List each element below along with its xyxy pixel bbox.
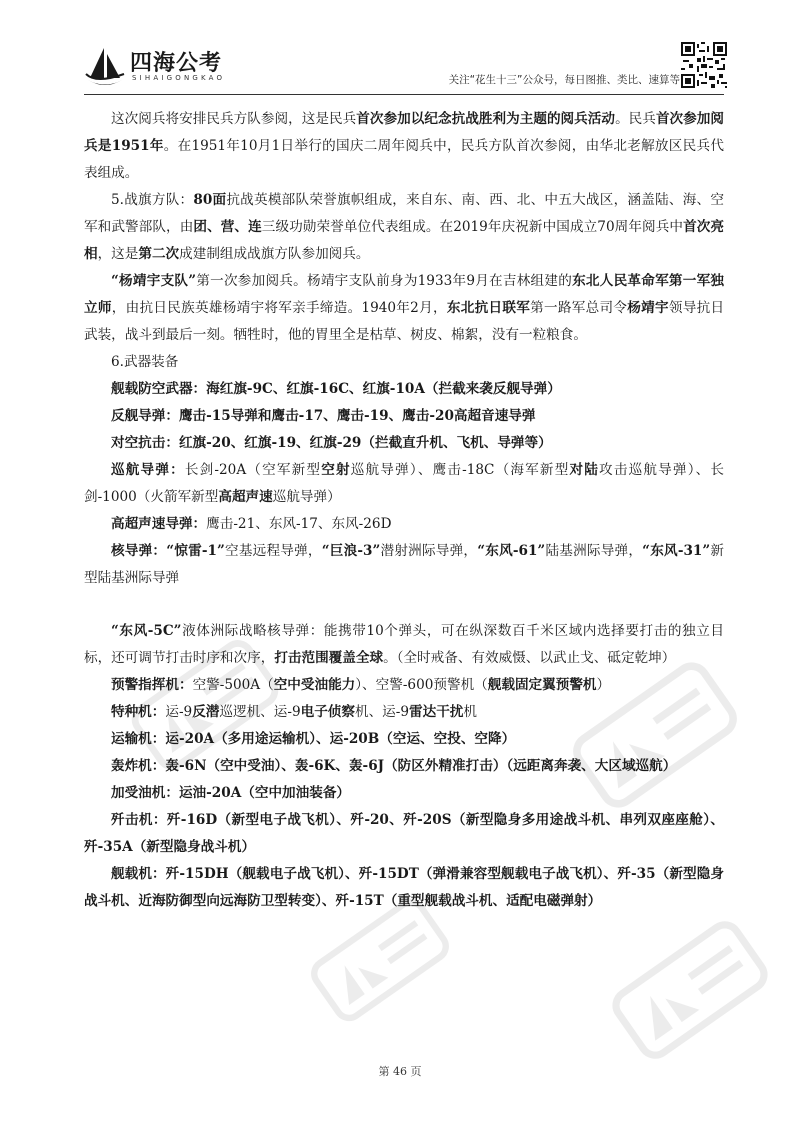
item-fighters: 歼击机：歼-16D（新型电子战飞机）、歼-20、歼-20S（新型隐身多用途战斗机、串列双座座舱）、歼-35A（新型隐身战斗机） — [84, 812, 724, 855]
text-run-bold: 东北人民革命军第一军独立师 — [84, 273, 725, 316]
text-run-bold: 东北抗日联军 — [446, 300, 531, 316]
item-shipborne-air-defense: 舰载防空武器：海红旗-9C、红旗-16C、红旗-10A（拦截来袭反舰导弹） — [111, 381, 561, 397]
text-run: 鹰击-21、东风-17、东风-26D — [206, 516, 392, 532]
text-run: 空基远程导弹， — [224, 543, 322, 559]
paragraph-militia — [84, 106, 724, 187]
text-run-bold: 首次参加以纪念抗战胜利为主题的阅兵活动 — [356, 111, 616, 127]
text-run-bold: “惊雷-1” — [166, 543, 225, 559]
item-special-aircraft — [84, 699, 724, 726]
item-df-5c — [84, 618, 724, 672]
item-transport-aircraft: 运输机：运-20A（多用途运输机）、运-20B（空运、空投、空降） — [111, 731, 516, 747]
text-run-bold: “杨靖宇支队” — [111, 273, 197, 289]
document-body — [84, 106, 724, 915]
text-run-bold: 杨靖宇 — [627, 300, 669, 316]
text-run-bold: 预警指挥机： — [111, 677, 193, 693]
text-run-bold: 高超声速 — [218, 489, 273, 505]
text-run-bold: 雷达干扰 — [409, 704, 464, 720]
text-run-bold: 第二次 — [138, 246, 180, 262]
text-run: ） — [596, 677, 611, 693]
text-run: 成建制组成战旗方队参加阅兵。 — [179, 246, 370, 262]
text-run: 5.战旗方队： — [111, 192, 194, 208]
brand-name-en: SIHAIGONGKAO — [132, 74, 226, 82]
item-carrier-aircraft: 舰载机：歼-15DH（舰载电子战飞机）、歼-15DT（弹滑兼容型舰载电子战飞机）、歼-35（新型隐身战斗机、近海防御型向远海防卫型转变）、歼-15T（重型舰载战斗机、适配电磁弹射） — [84, 866, 724, 909]
item-nuclear-missiles — [84, 538, 724, 592]
text-run: 。（全时戒备、有效威慑、以武止戈、砥定乾坤） — [383, 650, 676, 666]
brand-name-cn: 四海公考 — [130, 51, 223, 76]
item-cruise-missiles — [84, 457, 724, 511]
watermark-logo-icon — [600, 900, 780, 1080]
page-header — [0, 0, 800, 100]
text-run-bold: “东风-5C” — [111, 623, 182, 639]
text-run: 液体洲际战略核导弹：能携带10个弹头，可在纵深数百千米区域内选择要打击的独立目标，还可调节打击时序和次序， — [84, 623, 725, 666]
text-run: ，这是 — [97, 246, 139, 262]
text-run: 长剑-20A（空军新型 — [184, 462, 322, 478]
text-run: 潜射洲际导弹， — [380, 543, 478, 559]
section-heading-weapons: 6.武器装备 — [111, 354, 179, 370]
text-run: 第一路军总司令 — [530, 300, 628, 316]
text-run: ，由抗日民族英雄杨靖宇将军亲手缔造。1940年2月， — [111, 300, 447, 316]
text-run-bold: 反潜 — [192, 704, 220, 720]
header-divider — [84, 94, 724, 95]
text-run-bold: 核导弹： — [111, 543, 167, 559]
item-aew-aircraft — [84, 672, 724, 699]
text-run: ）、空警-600预警机（ — [355, 677, 488, 693]
text-run-bold: 高超声速导弹： — [111, 516, 207, 532]
text-run-bold: 80面 — [193, 192, 227, 208]
text-run-bold: 首次参加阅兵是1951年 — [84, 111, 725, 154]
text-run: 第一次参加阅兵。杨靖宇支队前身为1933年9月在吉林组建的 — [196, 273, 573, 289]
text-run: 。民兵 — [615, 111, 656, 127]
paragraph-yang-jingyu — [84, 268, 724, 349]
text-run-bold: 巡航导弹： — [111, 462, 185, 478]
qr-code-icon — [681, 42, 727, 88]
text-run: 抗战英模部队荣誉旗帜组成，来自东、南、西、北、中五大战区，涵盖陆、海、空军和武警部队，由 — [84, 192, 724, 235]
text-run: 陆基洲际导弹， — [545, 543, 643, 559]
text-run: 巡逻机、运-9 — [219, 704, 301, 720]
text-run: 空警-500A（ — [192, 677, 274, 693]
text-run-bold: “东风-61” — [477, 543, 546, 559]
text-run: 巡航导弹） — [272, 489, 341, 505]
item-anti-ship-missiles: 反舰导弹：鹰击-15导弹和鹰击-17、鹰击-19、鹰击-20高超音速导弹 — [111, 408, 536, 424]
blank-line — [84, 592, 724, 618]
item-air-defense: 对空抗击：红旗-20、红旗-19、红旗-29（拦截直升机、飞机、导弹等） — [111, 435, 552, 451]
header-tagline: 关注“花生十三”公众号，每日图推、类比、速算等 — [448, 74, 680, 86]
text-run: 机、运-9 — [355, 704, 410, 720]
text-run-bold: 空射 — [321, 462, 351, 478]
text-run: 攻击巡航导弹）、长剑-1000（火箭军新型 — [84, 462, 725, 505]
text-run: 运-9 — [165, 704, 193, 720]
text-run-bold: 对陆 — [569, 462, 600, 478]
text-run: 这次阅兵将安排民兵方队参阅，这是民兵 — [111, 111, 357, 127]
item-hypersonic-missiles — [84, 511, 724, 538]
page-number: 第 46 页 — [378, 1065, 422, 1078]
text-run-bold: 舰载固定翼预警机 — [487, 677, 597, 693]
text-run-bold: “东风-31” — [642, 543, 711, 559]
item-tankers: 加受油机：运油-20A（空中加油装备） — [111, 785, 351, 801]
text-run-bold: 电子侦察 — [300, 704, 355, 720]
text-run-bold: 空中受油能力 — [273, 677, 356, 693]
text-run: 机 — [463, 704, 477, 720]
text-run: 领导抗日武装，战斗到最后一刻。牺牲时，他的胃里全是枯草、树皮、棉絮，没有一粒粮食。 — [84, 300, 725, 343]
sailboat-logo-icon — [84, 44, 126, 88]
paragraph-flag-formation — [84, 187, 724, 268]
text-run-bold: 打击范围覆盖全球 — [274, 650, 384, 666]
text-run: 巡航导弹）、鹰击-18C（海军新型 — [350, 462, 570, 478]
text-run-bold: 团、营、连 — [193, 219, 262, 235]
item-bombers: 轰炸机：轰-6N（空中受油）、轰-6K、轰-6J（防区外精准打击）（远距离奔袭、大区域巡航） — [111, 758, 677, 774]
text-run: 三级功勋荣誉单位代表组成。在2019年庆祝新中国成立70周年阅兵中 — [261, 219, 684, 235]
brand-logo — [84, 44, 224, 94]
text-run-bold: 首次亮相 — [84, 219, 725, 262]
text-run-bold: 特种机： — [111, 704, 166, 720]
text-run: 新型陆基洲际导弹 — [84, 543, 725, 586]
text-run-bold: “巨浪-3” — [321, 543, 381, 559]
text-run: 。在1951年10月1日举行的国庆二周年阅兵中，民兵方队首次参阅，由华北老解放区民兵代表组成。 — [84, 138, 724, 181]
